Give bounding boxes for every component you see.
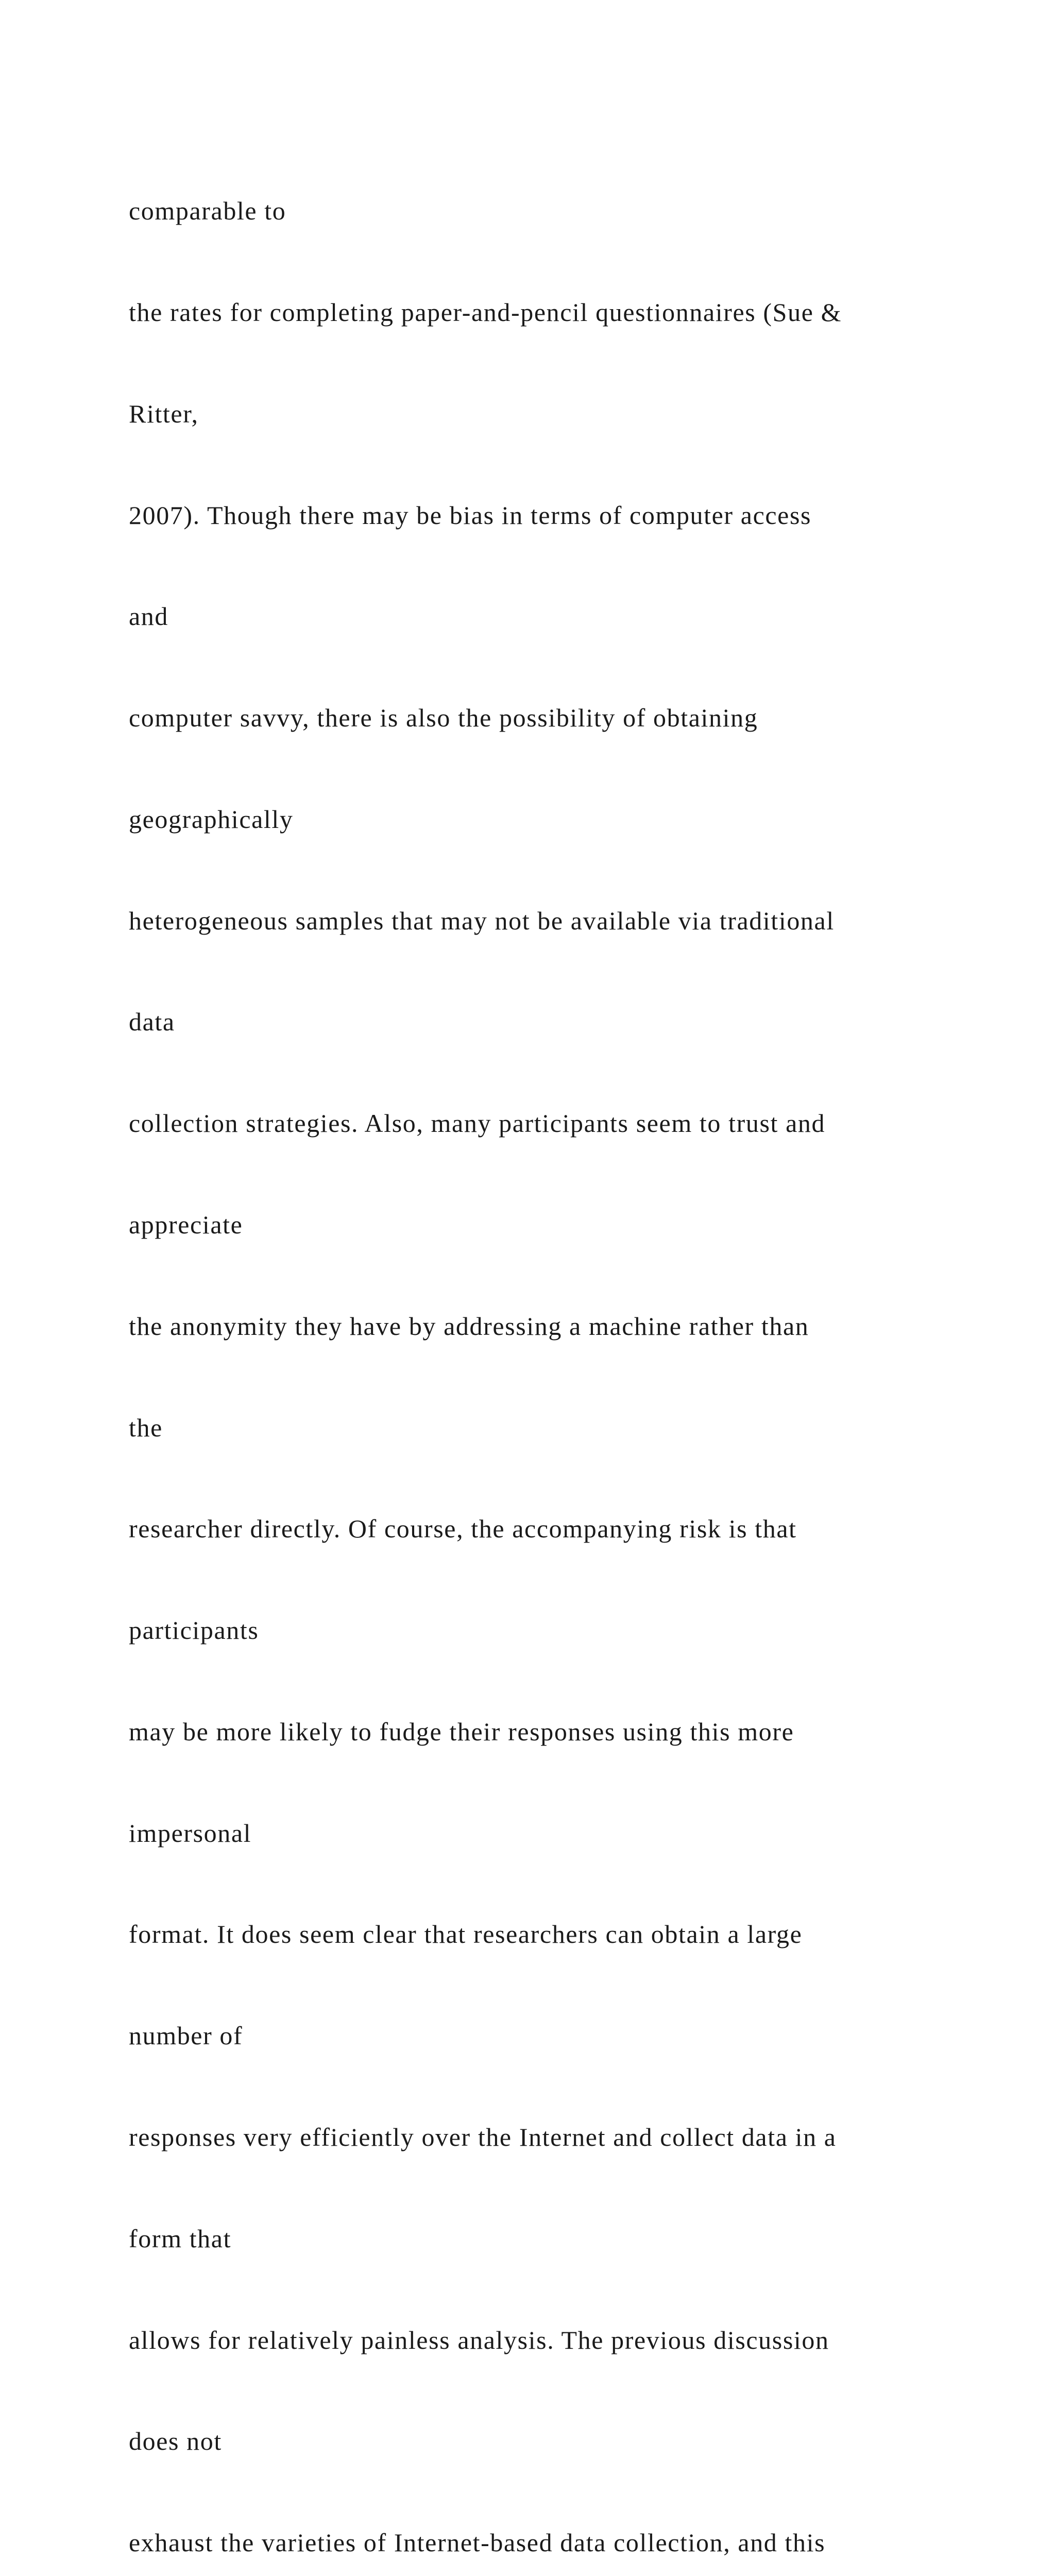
text-line: may be more likely to fudge their responses using this more (129, 1717, 794, 1746)
text-line: the (129, 1413, 163, 1442)
text-line: number of (129, 2021, 243, 2050)
text-line: comparable to (129, 196, 286, 226)
text-line: geographically (129, 804, 294, 834)
text-line: heterogeneous samples that may not be available via traditional (129, 906, 835, 935)
text-line: appreciate (129, 1210, 243, 1239)
text-line: allows for relatively painless analysis. The previous discussion (129, 2325, 829, 2354)
text-line: the rates for completing paper-and-pencil questionnaires (Sue & (129, 297, 842, 327)
text-line: format. It does seem clear that researchers can obtain a large (129, 1920, 803, 1949)
text-line: participants (129, 1616, 259, 1645)
text-line: and (129, 602, 168, 631)
text-line: Ritter, (129, 399, 199, 428)
text-line: impersonal (129, 1818, 252, 1848)
text-line: data (129, 1007, 175, 1037)
text-line: researcher directly. Of course, the accompanying risk is that (129, 1514, 797, 1544)
text-line: the anonymity they have by addressing a machine rather than (129, 1311, 809, 1341)
text-line: form that (129, 2224, 232, 2253)
text-line: computer savvy, there is also the possibility of obtaining (129, 703, 758, 733)
text-line: exhaust the varieties of Internet-based data collection, and this (129, 2528, 826, 2557)
text-line: responses very efficiently over the Internet and collect data in a (129, 2123, 837, 2152)
text-line: 2007). Though there may be bias in terms of computer access (129, 500, 812, 530)
text-line: collection strategies. Also, many participants seem to trust and (129, 1109, 826, 1138)
body-text (129, 127, 1005, 2576)
text-line: does not (129, 2427, 222, 2456)
